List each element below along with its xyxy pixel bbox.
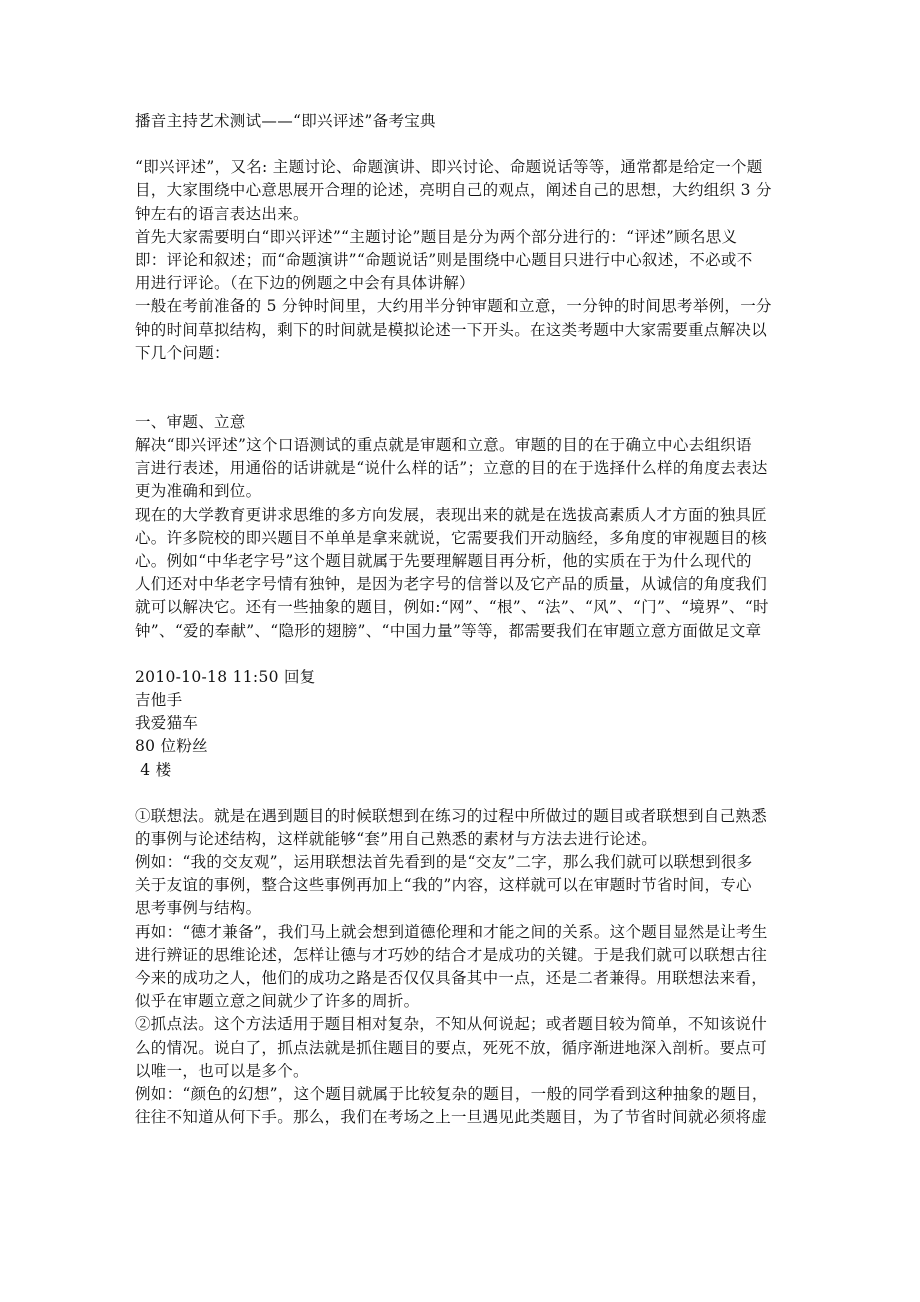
section-line: 往往不知道从何下手。那么，我们在考场之上一旦遇见此类题目，为了节省时间就必须将虚 bbox=[135, 1108, 768, 1127]
post-meta bbox=[135, 666, 795, 782]
section-line: ②抓点法。这个方法适用于题目相对复杂，不知从何说起；或者题目较为简单，不知该说什 bbox=[135, 1015, 768, 1034]
section-line: 人们还对中华老字号情有独钟，是因为老字号的信誉以及它产品的质量，从诚信的角度我们 bbox=[135, 575, 768, 594]
section-line: 解决“即兴评述”这个口语测试的重点就是审题和立意。审题的目的在于确立中心去组织语 bbox=[135, 436, 752, 455]
section-line: 言进行表述，用通俗的话讲就是“说什么样的话”；立意的目的在于选择什么样的角度去表达 bbox=[135, 459, 768, 478]
post-username: 吉他手 bbox=[135, 690, 183, 709]
section-line: 今来的成功之人，他们的成功之路是否仅仅具备其中一点，还是二者兼得。用联想法来看， bbox=[135, 969, 768, 987]
section-line: 现在的大学教育更讲求思维的多方向发展，表现出来的就是在选拔高素质人才方面的独具匠 bbox=[135, 505, 768, 524]
section-line: 进行辨证的思维论述，怎样让德与才巧妙的结合才是成功的关键。于是我们就可以联想古往 bbox=[135, 945, 768, 964]
intro-line: “即兴评述”，又名: 主题讨论、命题演讲、即兴讨论、命题说话等等，通常都是给定一个题 bbox=[135, 158, 763, 177]
section-line: 就可以解决它。还有一些抽象的题目，例如:“网”、“根”、“法”、“风”、“门”、“境界”、“时 bbox=[135, 598, 769, 617]
post-signature: 我爱猫车 bbox=[135, 714, 199, 733]
post-timestamp: 2010-10-18 11:50 回复 bbox=[135, 667, 316, 686]
section-line: 钟”、“爱的奉献”、“隐形的翅膀”、“中国力量”等等，都需要我们在审题立意方面做足文章 bbox=[135, 621, 762, 640]
intro-line: 钟的时间草拟结构，剩下的时间就是模拟论述一下开头。在这类考题中大家需要重点解决以 bbox=[135, 320, 768, 339]
section-line: 似乎在审题立意之间就少了许多的周折。 bbox=[135, 992, 420, 1011]
section-line: 的事例与论述结构，这样就能够“套”用自己熟悉的素材与方法去进行论述。 bbox=[135, 829, 658, 848]
section-review-intent bbox=[135, 411, 795, 643]
section-line: 例如：“颜色的幻想”，这个题目就属于比较复杂的题目，一般的同学看到这种抽象的题目， bbox=[135, 1084, 768, 1103]
intro-line: 用进行评论。（在下边的例题之中会有具体讲解） bbox=[135, 274, 475, 293]
section-line: 关于友谊的事例，整合这些事例再加上“我的”内容，这样就可以在审题时节省时间，专心 bbox=[135, 876, 752, 895]
spacer bbox=[135, 643, 795, 666]
section-line: 以唯一，也可以是多个。 bbox=[135, 1061, 309, 1080]
intro-section bbox=[135, 156, 795, 365]
document-title: 播音主持艺术测试——“即兴评述”备考宝典 bbox=[135, 112, 436, 130]
post-fans-count: 80 位粉丝 bbox=[135, 737, 208, 756]
intro-line: 首先大家需要明白“即兴评述”“主题讨论”题目是分为两个部分进行的：“评述”顾名思义 bbox=[135, 227, 738, 246]
section-line: 思考事例与结构。 bbox=[135, 899, 262, 918]
document-page bbox=[135, 110, 795, 1129]
section-methods bbox=[135, 805, 795, 1130]
section-heading: 一、审题、立意 bbox=[135, 412, 246, 431]
section-line: 么的情况。说白了，抓点法就是抓住题目的要点，死死不放，循序渐进地深入剖析。要点可 bbox=[135, 1038, 768, 1057]
section-line: 再如：“德才兼备”，我们马上就会想到道德伦理和才能之间的关系。这个题目显然是让考生 bbox=[135, 922, 768, 941]
spacer bbox=[135, 782, 795, 805]
intro-line: 钟左右的语言表达出来。 bbox=[135, 204, 309, 223]
spacer bbox=[135, 365, 795, 411]
intro-line: 一般在考前准备的 5 分钟时间里，大约用半分钟审题和立意，一分钟的时间思考举例，一分 bbox=[135, 297, 772, 316]
post-floor: 4 楼 bbox=[135, 760, 172, 779]
intro-line: 目，大家围绕中心意思展开合理的论述，亮明自己的观点，阐述自己的思想，大约组织 3 分 bbox=[135, 181, 772, 200]
intro-line: 即：评论和叙述；而“命题演讲”“命题说话”则是围绕中心题目只进行中心叙述，不必或不 bbox=[135, 250, 753, 269]
section-line: 心。例如“中华老字号”这个题目就属于先要理解题目再分析，他的实质在于为什么现代的 bbox=[135, 552, 752, 570]
section-line: ①联想法。就是在遇到题目的时候联想到在练习的过程中所做过的题目或者联想到自己熟悉 bbox=[135, 806, 768, 825]
section-line: 例如：“我的交友观”，运用联想法首先看到的是“交友”二字，那么我们就可以联想到很多 bbox=[135, 853, 753, 872]
section-line: 更为准确和到位。 bbox=[135, 482, 262, 501]
section-line: 心。许多院校的即兴题目不单单是拿来就说，它需要我们开动脑经，多角度的审视题目的核 bbox=[135, 528, 768, 547]
intro-line: 下几个问题： bbox=[135, 343, 230, 362]
